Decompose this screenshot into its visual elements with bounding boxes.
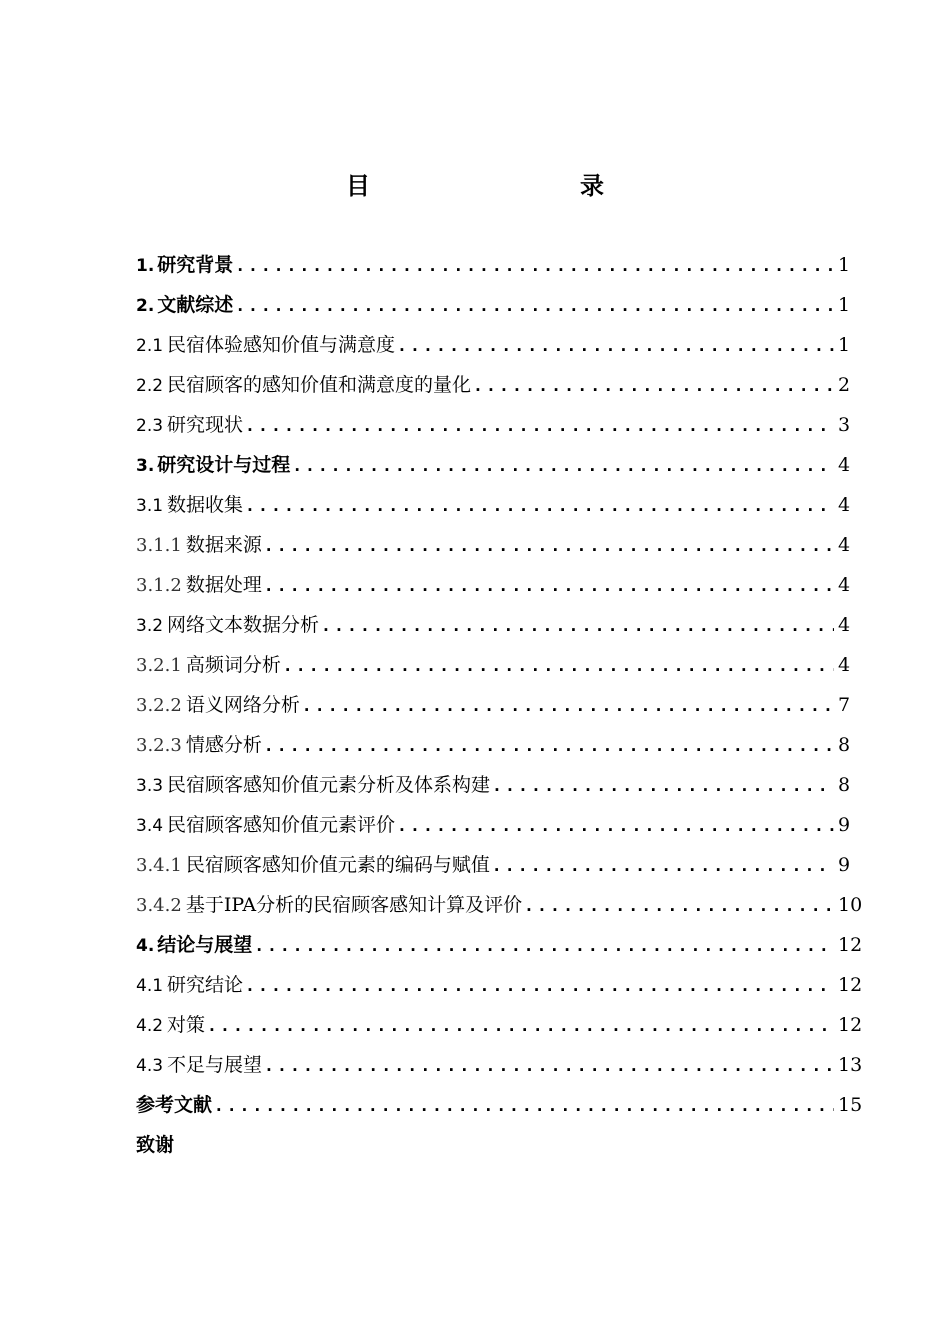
toc-page-number: 1	[838, 334, 851, 356]
toc-dot-leader	[283, 646, 834, 686]
toc-dot-leader	[245, 486, 834, 526]
toc-page-number: 12	[838, 974, 863, 996]
toc-entry[interactable]	[136, 325, 850, 365]
toc-page-number: 2	[838, 374, 851, 396]
toc-dot-leader	[302, 686, 834, 726]
toc-entry-title: 民宿顾客的感知价值和满意度的量化	[167, 374, 472, 396]
toc-entry[interactable]	[136, 285, 850, 325]
toc-entry-number: 3.	[136, 456, 155, 476]
toc-dot-leader	[473, 366, 834, 406]
toc-entry-number: 3.2	[136, 616, 164, 636]
toc-page-number: 4	[838, 574, 851, 596]
toc-entry-number: 3.2.1	[136, 655, 182, 676]
toc-entry-title: 研究背景	[157, 254, 234, 276]
toc-dot-leader	[397, 326, 834, 366]
toc-dot-leader	[235, 286, 834, 326]
toc-dot-leader	[524, 886, 834, 926]
toc-entry-number: 2.2	[136, 376, 164, 396]
toc-entry-number: 4.3	[136, 1056, 164, 1076]
toc-page-number: 3	[838, 414, 851, 436]
toc-page-number: 4	[838, 654, 851, 676]
toc-dot-leader	[292, 446, 834, 486]
toc-dot-leader	[214, 1086, 834, 1126]
toc-entry[interactable]	[136, 1045, 863, 1085]
toc-entry-number: 3.4.1	[136, 855, 182, 876]
toc-entry[interactable]	[136, 245, 850, 285]
toc-dot-leader	[264, 526, 834, 566]
toc-entry-title: 情感分析	[185, 734, 262, 756]
toc-entry-title: 网络文本数据分析	[167, 614, 320, 636]
toc-page-number: 7	[838, 694, 851, 716]
toc-entry[interactable]	[136, 645, 850, 685]
toc-page-number: 4	[838, 454, 851, 476]
toc-page-number: 1	[838, 294, 851, 316]
toc-page-number: 4	[838, 534, 851, 556]
toc-entry-title: 文献综述	[157, 294, 234, 316]
toc-dot-leader	[254, 926, 834, 966]
toc-dot-leader	[264, 726, 834, 766]
toc-entry-title: 不足与展望	[167, 1054, 263, 1076]
toc-page-number: 9	[838, 814, 851, 836]
toc-entry-number: 3.4	[136, 816, 164, 836]
toc-entry[interactable]	[136, 1005, 863, 1045]
toc-entry-title: 研究设计与过程	[157, 454, 291, 476]
toc-entry-number: 3.3	[136, 776, 164, 796]
toc-entry-number: 3.1	[136, 496, 164, 516]
page-title: 目 录	[346, 172, 658, 200]
toc-entry-number: 4.	[136, 936, 155, 956]
toc-page-number: 8	[838, 774, 851, 796]
toc-entry-title: 研究现状	[167, 414, 244, 436]
toc-dot-leader	[235, 246, 834, 286]
toc-page-number: 13	[838, 1054, 863, 1076]
toc-page-number: 10	[838, 894, 863, 916]
toc-dot-leader	[492, 846, 834, 886]
toc-entry[interactable]	[136, 1125, 850, 1165]
toc-entry-number: 3.2.3	[136, 735, 182, 756]
toc-dot-leader	[207, 1006, 834, 1046]
toc-entry[interactable]	[136, 1085, 863, 1125]
toc-entry[interactable]	[136, 925, 863, 965]
toc-entry-number: 2.3	[136, 416, 164, 436]
toc-entry-title: 基于IPA分析的民宿顾客感知计算及评价	[185, 894, 523, 916]
toc-entry[interactable]	[136, 805, 850, 845]
toc-entry-number: 3.1.1	[136, 535, 182, 556]
toc-entry[interactable]	[136, 525, 850, 565]
toc-entry-title: 数据处理	[185, 574, 262, 596]
toc-page-number: 9	[838, 854, 851, 876]
toc-entry-title: 语义网络分析	[185, 694, 300, 716]
toc-page-number: 12	[838, 934, 863, 956]
toc-dot-leader	[264, 1046, 834, 1086]
toc-entry-title: 对策	[167, 1014, 206, 1036]
toc-entry[interactable]	[136, 885, 863, 925]
table-of-contents	[136, 245, 863, 1165]
toc-entry[interactable]	[136, 365, 850, 405]
toc-entry-title: 数据收集	[167, 494, 244, 516]
toc-dot-leader	[492, 766, 834, 806]
toc-page-number: 1	[838, 254, 851, 276]
toc-entry[interactable]	[136, 405, 850, 445]
toc-dot-leader	[245, 406, 834, 446]
toc-dot-leader	[245, 966, 834, 1006]
toc-entry-title: 民宿顾客感知价值元素的编码与赋值	[185, 854, 490, 876]
toc-entry[interactable]	[136, 485, 850, 525]
toc-dot-leader	[321, 606, 834, 646]
toc-entry[interactable]	[136, 685, 850, 725]
toc-entry-title: 致谢	[136, 1134, 175, 1156]
toc-entry[interactable]	[136, 965, 863, 1005]
toc-entry-title: 民宿体验感知价值与满意度	[167, 334, 396, 356]
toc-entry[interactable]	[136, 765, 850, 805]
toc-page-number: 4	[838, 494, 851, 516]
toc-entry-title: 参考文献	[136, 1094, 213, 1116]
toc-page-number: 15	[838, 1094, 863, 1116]
toc-entry-title: 民宿顾客感知价值元素评价	[167, 814, 396, 836]
toc-page-number: 12	[838, 1014, 863, 1036]
toc-entry-number: 2.	[136, 296, 155, 316]
toc-entry-number: 1.	[136, 256, 155, 276]
toc-entry-number: 2.1	[136, 336, 164, 356]
toc-entry-number: 3.2.2	[136, 695, 182, 716]
toc-page-number: 4	[838, 614, 851, 636]
toc-entry-title: 结论与展望	[157, 934, 253, 956]
toc-entry-number: 3.4.2	[136, 895, 182, 916]
toc-entry-number: 4.2	[136, 1016, 164, 1036]
toc-entry-title: 民宿顾客感知价值元素分析及体系构建	[167, 774, 491, 796]
toc-entry[interactable]	[136, 845, 850, 885]
toc-entry[interactable]	[136, 445, 850, 485]
toc-entry-title: 数据来源	[185, 534, 262, 556]
toc-page-number: 8	[838, 734, 851, 756]
toc-entry[interactable]	[136, 725, 850, 765]
toc-dot-leader	[264, 566, 834, 606]
toc-entry[interactable]	[136, 605, 850, 645]
toc-entry-title: 研究结论	[167, 974, 244, 996]
toc-dot-leader	[397, 806, 834, 846]
toc-entry-number: 3.1.2	[136, 575, 182, 596]
toc-entry-number: 4.1	[136, 976, 164, 996]
toc-entry[interactable]	[136, 565, 850, 605]
toc-entry-title: 高频词分析	[185, 654, 281, 676]
